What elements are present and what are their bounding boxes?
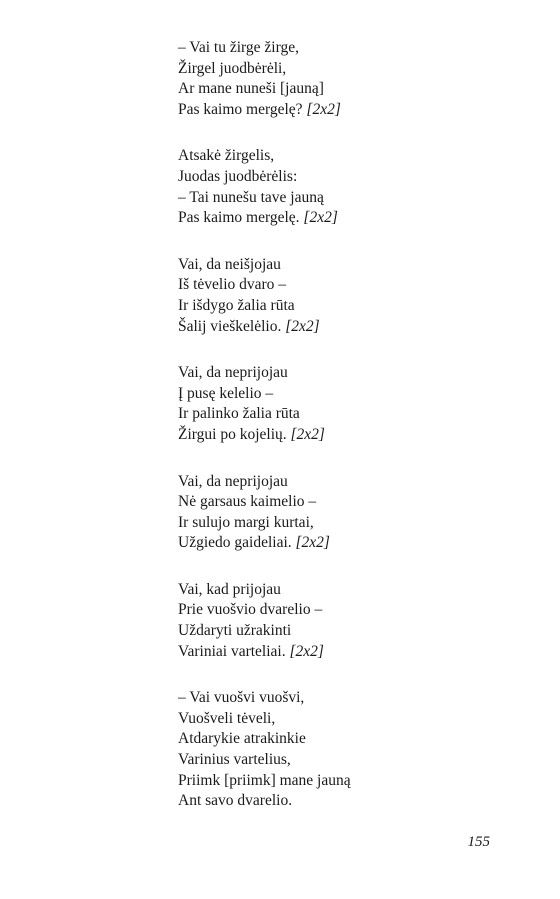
stanza-7 xyxy=(178,688,538,812)
refrain-mark: [2x2] xyxy=(285,317,320,335)
poem-line: – Vai vuošvi vuošvi, xyxy=(178,689,305,707)
refrain-mark: [2x2] xyxy=(295,534,330,552)
poem-line: Ir sulujo margi kurtai, xyxy=(178,513,314,531)
poem-line: Žirgui po kojelių. [2x2] xyxy=(178,425,325,443)
refrain-mark: [2x2] xyxy=(290,425,325,443)
poem-line: Užgiedo gaideliai. [2x2] xyxy=(178,534,330,552)
poem-line: Žirgel juodbėrėli, xyxy=(178,59,287,77)
refrain-mark: [2x2] xyxy=(306,100,341,118)
stanza-6 xyxy=(178,580,538,662)
stanza-2 xyxy=(178,146,538,228)
stanza-4 xyxy=(178,363,538,445)
poem-line: Vai, da neprijojau xyxy=(178,364,288,382)
poem-line: – Vai tu žirge žirge, xyxy=(178,39,299,56)
poem-line: Uždaryti užrakinti xyxy=(178,622,292,640)
poem-line: Ir palinko žalia rūta xyxy=(178,405,300,423)
stanza-1 xyxy=(178,38,538,120)
refrain-mark: [2x2] xyxy=(303,209,338,227)
poem-line: Priimk [priimk] mane jauną xyxy=(178,771,351,789)
poem-line: Variniai varteliai. [2x2] xyxy=(178,642,324,660)
poem-line: Nė garsaus kaimelio – xyxy=(178,493,317,511)
stanza-3 xyxy=(178,255,538,337)
poem-line: Į pusę kelelio – xyxy=(178,384,274,402)
poem-line: Iš tėvelio dvaro – xyxy=(178,276,287,294)
poem xyxy=(178,38,538,838)
page-number: 155 xyxy=(467,834,490,850)
poem-line: Šalij vieškelėlio. [2x2] xyxy=(178,317,320,335)
poem-line: Ant savo dvarelio. xyxy=(178,792,293,810)
poem-line: Pas kaimo mergelę? [2x2] xyxy=(178,100,341,118)
poem-line: Atdarykie atrakinkie xyxy=(178,730,306,748)
poem-line: Atsakė žirgelis, xyxy=(178,147,275,165)
poem-line: Juodas juodbėrėlis: xyxy=(178,167,298,185)
poem-line: Varinius vartelius, xyxy=(178,751,291,769)
poem-line: Pas kaimo mergelę. [2x2] xyxy=(178,209,338,227)
poem-line: Vai, da neišjojau xyxy=(178,255,281,273)
poem-line: Ir išdygo žalia rūta xyxy=(178,296,295,314)
poem-line: Vuošveli tėveli, xyxy=(178,709,276,727)
poem-line: Ar mane nuneši [jauną] xyxy=(178,80,324,98)
stanza-5 xyxy=(178,472,538,554)
poem-line: Vai, da neprijojau xyxy=(178,472,288,490)
poem-line: Vai, kad prijojau xyxy=(178,580,281,598)
poem-line: Prie vuošvio dvarelio – xyxy=(178,601,323,619)
poem-line: – Tai nunešu tave jauną xyxy=(178,188,324,206)
refrain-mark: [2x2] xyxy=(289,642,324,660)
